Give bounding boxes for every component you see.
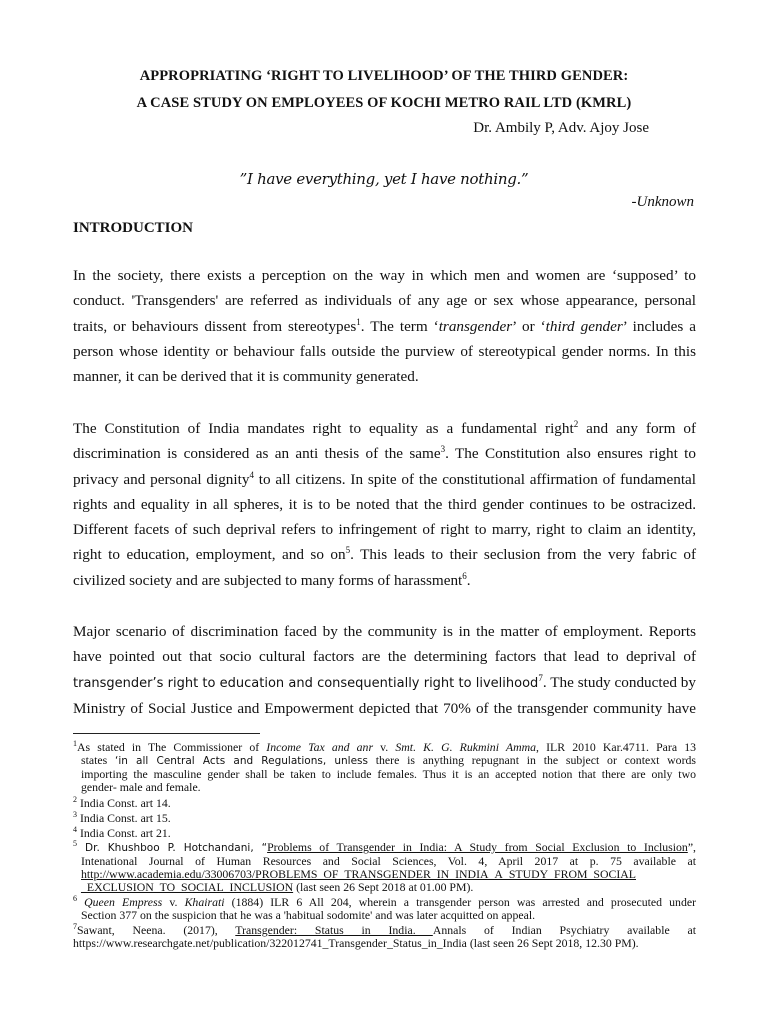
footnote-ref[interactable]: 4 xyxy=(249,469,254,480)
footnote-line: $^1$As stated in The Commissioner of Income Tax and anr v. Smt. K. G. Rukmini Amma, ILR 2010 Kar.4711. Para 13 xyxy=(73,739,696,754)
text-line: conduct. 'Transgenders' are referred as individuals of any age or sex whose appearance, personal xyxy=(73,292,696,310)
text-line: transgender’s right to education and consequentially right to livelihood$^7$. The study conducted by xyxy=(73,672,696,691)
footnote-url[interactable]: _EXCLUSION_TO_SOCIAL_INCLUSION xyxy=(81,880,294,894)
footnote-url[interactable]: http://www.academia.edu/33006703/PROBLEMS_OF_TRANSGENDER_IN_INDIA_A_STUDY_FROM_SOCIAL xyxy=(81,867,636,881)
footnote-line: _EXCLUSION_TO_SOCIAL_INCLUSION (last seen 26 Sept 2018 at 01.00 PM). xyxy=(81,880,474,894)
footnote-number: 5 xyxy=(73,839,77,848)
footnote-line: https://www.researchgate.net/publication/322012741_Transgender_Status_in_India (last seen 26 Sept 2018, 12.30 PM). xyxy=(73,936,639,950)
text-line: right to education, employment, and so $on^5$. This leads to their seclusion from the very fabric of xyxy=(73,545,697,564)
footnote-line: states ‘in all Central Acts and Regulations, unless there is anything repugnant in the subject or context words xyxy=(81,753,696,767)
text-line: civilized society and are subjected to many forms of harassment$^6$. xyxy=(73,570,471,589)
paragraph-3 xyxy=(73,619,696,721)
footnote-line: $^4$ India Const. art 21. xyxy=(73,825,171,840)
footnote-line: gender- male and female. xyxy=(81,780,201,794)
footnote-number: 7 xyxy=(73,922,77,931)
paragraph-1 xyxy=(73,263,696,389)
footnote-3 xyxy=(73,812,696,825)
paragraph-2 xyxy=(73,416,696,593)
text-line: Different facets of such deprival refers to infringement of right to marry, right to claim an identity, xyxy=(73,521,696,539)
text-line: manner, it can be derived that it is community generated. xyxy=(73,368,419,386)
footnote-number: 4 xyxy=(73,825,77,834)
footnote-ref[interactable]: 2 xyxy=(573,419,579,429)
epigraph-source: -Unknown xyxy=(631,194,694,210)
footnote-line: $^5$ Dr. Khushboo P. Hotchandani, “Problems of Transgender in India: A Study from Social Exclusion to Inclusion”, xyxy=(73,839,696,854)
footnote-line: Section 377 on the suspicion that he was a 'habitual sodomite' and was later acquitted on appeal. xyxy=(81,908,536,922)
footnote-ref[interactable]: 5 xyxy=(345,545,351,556)
footnote-2 xyxy=(73,797,696,810)
footnote-line: $^2$ India Const. art 14. xyxy=(73,795,171,810)
footnote-6 xyxy=(73,896,696,922)
footnote-line: $^7$Sawant, Neena. (2017), Transgender: Status in India. Annals of Indian Psychiatry available at xyxy=(73,922,697,937)
title-line-1: APPROPRIATING ‘RIGHT TO LIVELIHOOD’ OF THE THIRD GENDER: xyxy=(139,68,629,84)
footnote-number: 1 xyxy=(73,739,77,748)
footnote-1 xyxy=(73,741,696,794)
section-heading: INTRODUCTION xyxy=(73,220,194,236)
footnote-line: importing the masculine gender shall be taken to include females. Thus it is an accepted notion that there are only two xyxy=(81,767,696,781)
footnote-7 xyxy=(73,924,696,950)
text-line: traits, or behaviours dissent from stereotypes$^1$. The term ‘transgender’ or ‘third gender’ includes a xyxy=(73,316,696,335)
footnote-ref[interactable]: 3 xyxy=(440,444,446,455)
footnote-number: 3 xyxy=(73,810,77,819)
footnote-ref[interactable]: 7 xyxy=(538,672,543,683)
footnote-5 xyxy=(73,841,696,894)
text-line: privacy and personal dignity$^4$ to all citizens. In spite of the constitutional affirmation of fundamental xyxy=(73,469,697,488)
text-line: The Constitution of India mandates right to equality as a fundamental right$^2$ and any form of xyxy=(73,419,697,437)
text-line: In the society, there exists a perception on the way in which men and women are ‘supposed’ to xyxy=(73,267,696,284)
footnote-link[interactable]: Transgender: Status in India. xyxy=(235,923,433,937)
footnote-4 xyxy=(73,827,696,840)
authors: Dr. Ambily P, Adv. Ajoy Jose xyxy=(473,120,649,136)
footnote-number: 2 xyxy=(73,795,77,804)
footnote-link[interactable]: Problems of Transgender in India: A Study from Social Exclusion to Inclusion xyxy=(267,840,688,854)
footnote-line: $^6$ Queen Empress v. Khairati (1884) ILR 6 All 204, wherein a transgender person was arrested and prosecuted under xyxy=(73,894,697,909)
text-line: Ministry of Social Justice and Empowerment depicted that 70% of the transgender community have xyxy=(73,699,696,717)
text-line: rights and equality in all spheres, it is to be noted that the third gender continues to be ostracized. xyxy=(73,495,696,513)
text-line: discrimination is considered as an anti thesis of the same$^3$. The Constitution also ensures right to xyxy=(73,444,696,463)
footnote-line: Intenational Journal of Human Resources and Social Sciences, Vol. 4, April 2017 at p. 75 available at xyxy=(81,854,696,868)
title-line-2: A CASE STUDY ON EMPLOYEES OF KOCHI METRO RAIL LTD (KMRL) xyxy=(136,95,632,111)
footnote-line: $^3$ India Const. art 15. xyxy=(73,810,171,825)
footnote-ref[interactable]: 6 xyxy=(462,570,467,581)
footnote-number: 6 xyxy=(73,894,77,903)
text-line: have pointed out that socio cultural factors are the determining factors that lead to deprival of xyxy=(73,648,696,666)
footnote-ref[interactable]: 1 xyxy=(356,316,361,327)
footnote-separator xyxy=(73,733,260,734)
text-line: person whose identity or behaviour falls outside the purview of stereotypical gender norms. In this xyxy=(73,342,696,360)
text-line: Major scenario of discrimination faced by the community is in the matter of employment. Reports xyxy=(73,623,696,640)
epigraph-quote: ”I have everything, yet I have nothing.” xyxy=(239,170,529,188)
